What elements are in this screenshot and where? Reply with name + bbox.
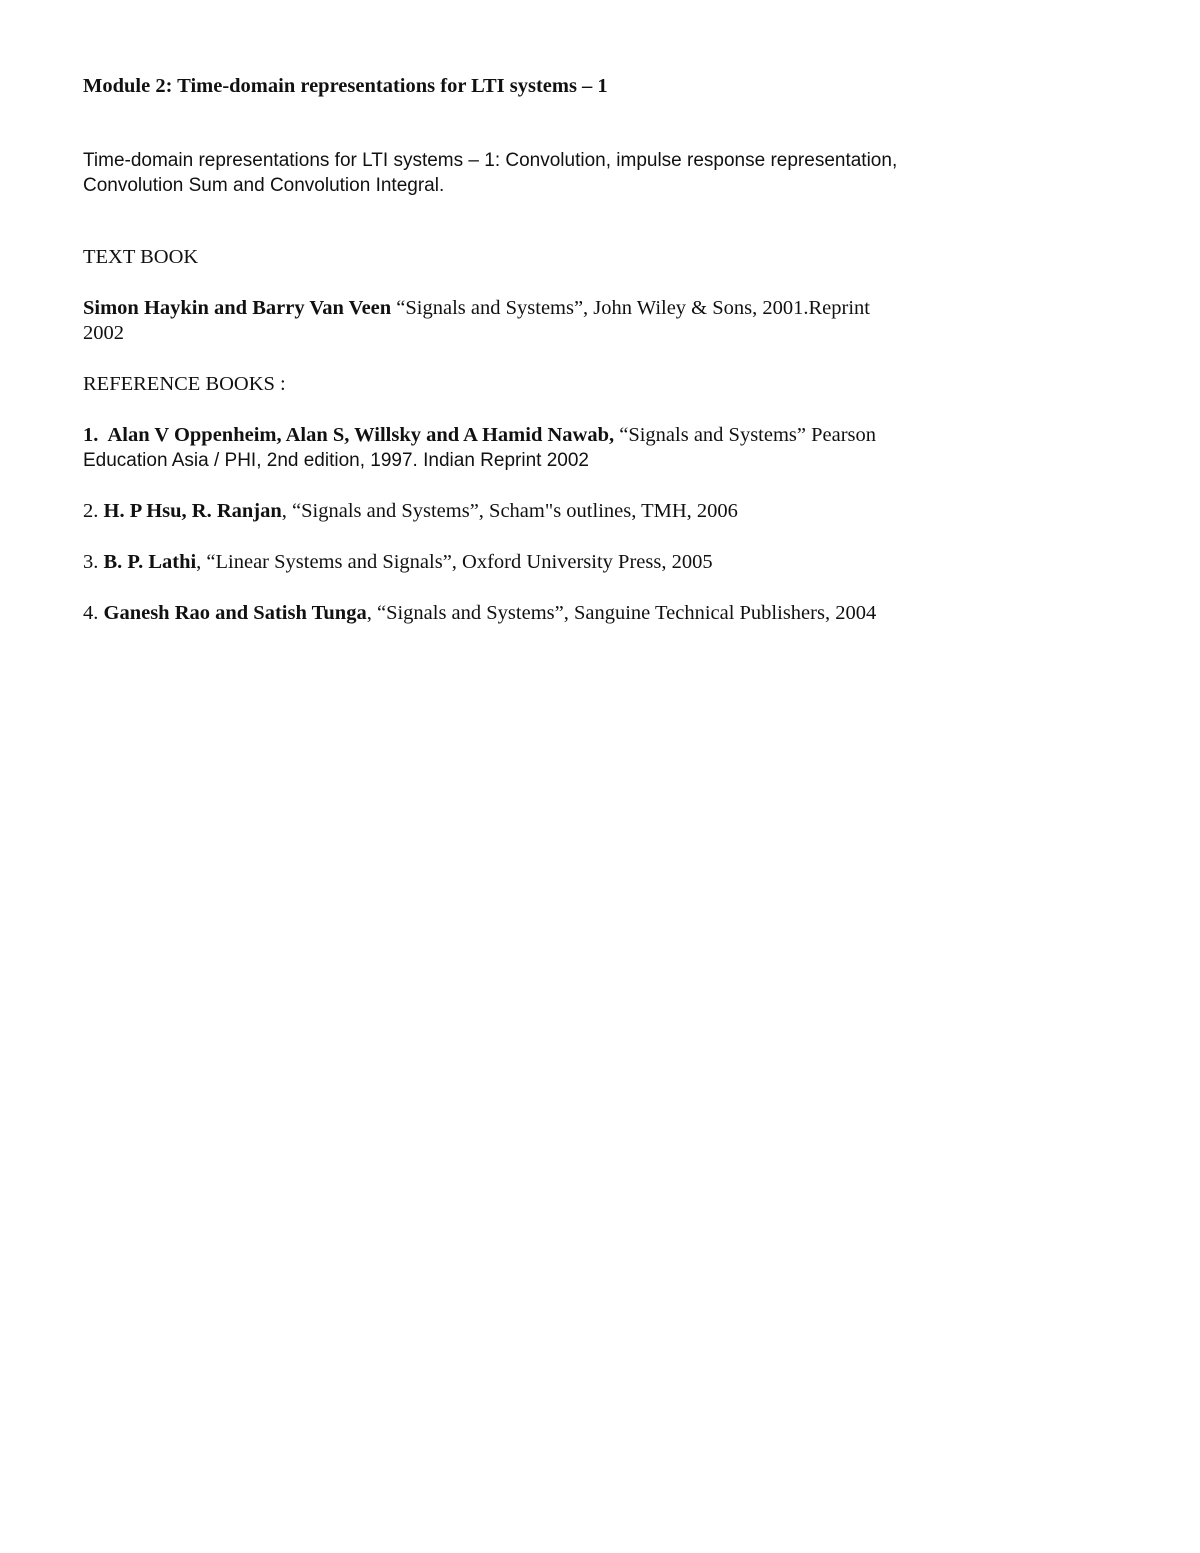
textbook-details: “Signals and Systems”, John Wiley & Sons, 2001.Reprint: [391, 297, 870, 319]
reference-authors: H. P Hsu, R. Ranjan: [103, 500, 282, 522]
reference-details: “Signals and Systems” Pearson: [614, 424, 877, 446]
reference-details-line-2: Education Asia / PHI, 2nd edition, 1997. Indian Reprint 2002: [83, 450, 589, 471]
module-title: Module 2: Time-domain representations for LTI systems – 1: [83, 75, 608, 97]
module-description-line-2: Convolution Sum and Convolution Integral.: [83, 175, 445, 196]
textbook-authors: Simon Haykin and Barry Van Veen: [83, 297, 392, 319]
reference-authors: Ganesh Rao and Satish Tunga: [103, 602, 367, 624]
textbook-entry: [83, 296, 963, 346]
reference-details: , “Signals and Systems”, Scham"s outlines, TMH, 2006: [281, 500, 738, 522]
reference-number: 1.: [83, 424, 99, 446]
reference-item-2: [83, 499, 963, 524]
page-content: [83, 74, 963, 626]
reference-item-4: [83, 601, 963, 626]
reference-authors: B. P. Lathi: [103, 551, 197, 573]
reference-number: 2.: [83, 500, 99, 522]
module-description-line-1: Time-domain representations for LTI systems – 1: Convolution, impulse response representation,: [83, 150, 898, 171]
reference-item-1: [83, 423, 963, 473]
textbook-heading: TEXT BOOK: [83, 246, 199, 268]
textbook-details-line-2: 2002: [83, 322, 124, 344]
reference-item-3: [83, 550, 963, 575]
module-description: [83, 148, 963, 198]
reference-books-heading: REFERENCE BOOKS :: [83, 373, 286, 395]
reference-details: , “Signals and Systems”, Sanguine Technical Publishers, 2004: [366, 602, 877, 624]
reference-authors: Alan V Oppenheim, Alan S, Willsky and A Hamid Nawab,: [107, 424, 615, 446]
reference-number: 4.: [83, 602, 99, 624]
reference-details: , “Linear Systems and Signals”, Oxford University Press, 2005: [196, 551, 713, 573]
reference-number: 3.: [83, 551, 99, 573]
